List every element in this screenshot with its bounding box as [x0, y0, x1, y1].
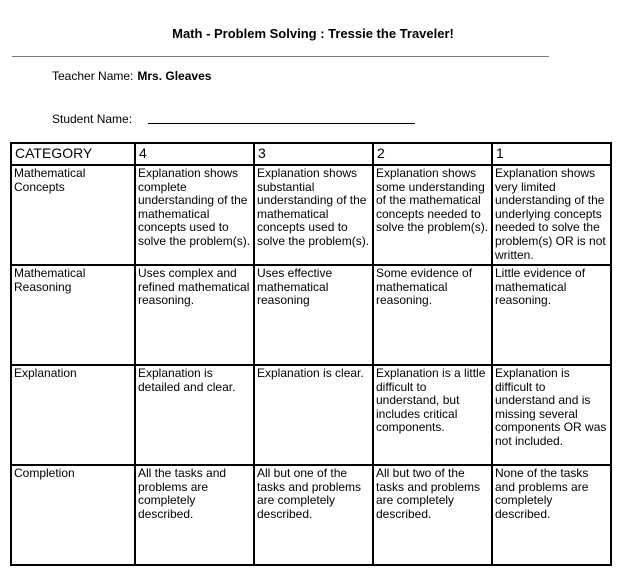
- table-cell: Explanation is a little difficult to understand, but includes critical components.: [373, 365, 492, 465]
- table-row: [11, 465, 611, 565]
- row-category: Explanation: [11, 365, 135, 465]
- column-header-score-1: 1: [492, 143, 611, 165]
- student-name-blank: [148, 123, 415, 124]
- table-cell: Explanation shows some understanding of the mathematical concepts needed to solve the problem(s).: [373, 165, 492, 265]
- rubric-table: [10, 142, 612, 566]
- table-cell: None of the tasks and problems are completely described.: [492, 465, 611, 565]
- column-header-category: CATEGORY: [11, 143, 135, 165]
- table-cell: Explanation shows very limited understanding of the underlying concepts needed to solve the problem(s) OR is not written.: [492, 165, 611, 265]
- column-header-score-2: 2: [373, 143, 492, 165]
- table-row: [11, 365, 611, 465]
- table-row: [11, 165, 611, 265]
- table-cell: Uses complex and refined mathematical reasoning.: [135, 265, 254, 365]
- column-header-score-3: 3: [254, 143, 373, 165]
- column-header-score-4: 4: [135, 143, 254, 165]
- row-category: Mathematical Concepts: [11, 165, 135, 265]
- table-cell: All but one of the tasks and problems are completely described.: [254, 465, 373, 565]
- table-cell: All the tasks and problems are completely described.: [135, 465, 254, 565]
- table-cell: Explanation is difficult to understand and is missing several components OR was not included.: [492, 365, 611, 465]
- table-cell: Uses effective mathematical reasoning: [254, 265, 373, 365]
- row-category: Mathematical Reasoning: [11, 265, 135, 365]
- table-cell: Explanation is clear.: [254, 365, 373, 465]
- teacher-name-value: Mrs. Gleaves: [137, 69, 212, 83]
- title-divider: [12, 56, 549, 57]
- table-row: [11, 265, 611, 365]
- table-cell: Explanation shows substantial understanding of the mathematical concepts used to solve the problem(s).: [254, 165, 373, 265]
- table-cell: Little evidence of mathematical reasoning.: [492, 265, 611, 365]
- teacher-name-label: Teacher Name:: [52, 69, 134, 83]
- teacher-name-row: [52, 69, 211, 83]
- table-cell: All but two of the tasks and problems are completely described.: [373, 465, 492, 565]
- table-cell: Some evidence of mathematical reasoning.: [373, 265, 492, 365]
- table-header-row: [11, 143, 611, 165]
- table-cell: Explanation is detailed and clear.: [135, 365, 254, 465]
- page-title: Math - Problem Solving : Tressie the Traveler!: [172, 26, 454, 41]
- student-name-label: Student Name:: [52, 112, 133, 126]
- row-category: Completion: [11, 465, 135, 565]
- table-cell: Explanation shows complete understanding of the mathematical concepts used to solve the problem(s).: [135, 165, 254, 265]
